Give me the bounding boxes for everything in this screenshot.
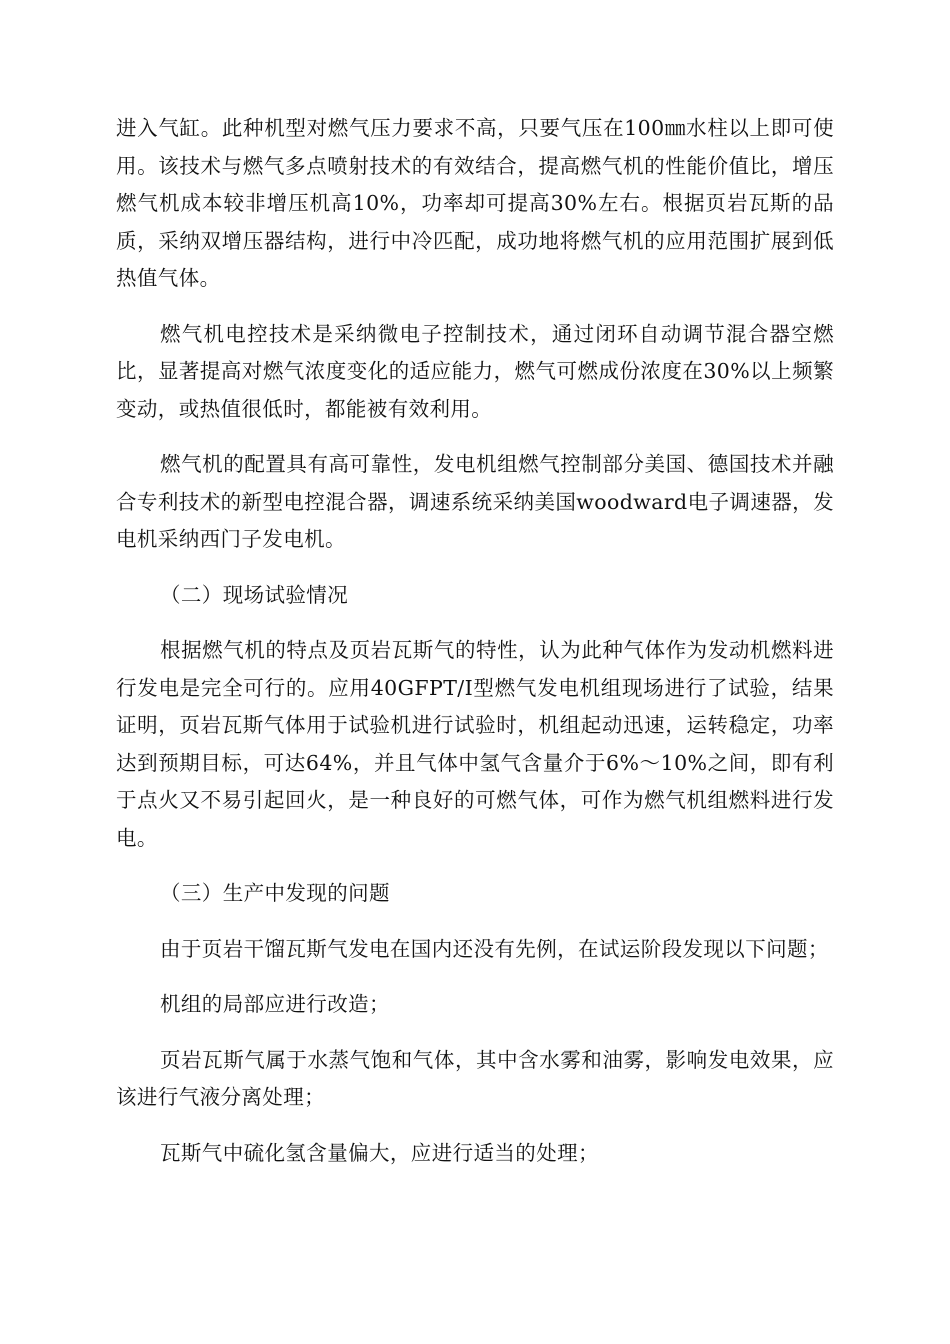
paragraph-gas-liquid-separation: 页岩瓦斯气属于水蒸气饱和气体，其中含水雾和油雾，影响发电效果，应该进行气液分离处理； [116,1047,834,1109]
paragraph-field-test: 根据燃气机的特点及页岩瓦斯气的特性，认为此种气体作为发动机燃料进行发电是完全可行的。应用40GFPT/I型燃气发电机组现场进行了试验，结果证明，页岩瓦斯气体用于试验机进行试验时，机组起动迅速，运转稳定，功率达到预期目标，可达64%，并且气体中氢气含量介于6%～10%之间，即有利于点火又不易引起回火，是一种良好的可燃气体，可作为燃气机组燃料进行发电。 [116,638,834,850]
paragraph-hydrogen-sulfide: 瓦斯气中硫化氢含量偏大，应进行适当的处理； [160,1140,599,1165]
paragraph-configuration: 燃气机的配置具有高可靠性，发电机组燃气控制部分美国、德国技术并融合专利技术的新型电控混合器，调速系统采纳美国woodward电子调速器，发电机采纳西门子发电机。 [116,452,834,551]
document-body [116,110,834,1190]
section-heading-field-test: （二）现场试验情况 [160,582,349,607]
paragraph-problems-intro: 由于页岩干馏瓦斯气发电在国内还没有先例，在试运阶段发现以下问题； [160,936,829,961]
paragraph-electronic-control: 燃气机电控技术是采纳微电子控制技术，通过闭环自动调节混合器空燃比，显著提高对燃气浓度变化的适应能力，燃气可燃成份浓度在30%以上频繁变动，或热值很低时，都能被有效利用。 [116,321,834,421]
paragraph-unit-modification: 机组的局部应进行改造； [160,992,390,1016]
section-heading-problems: （三）生产中发现的问题 [160,881,390,905]
paragraph-engine-intake: 进入气缸。此种机型对燃气压力要求不高，只要气压在100㎜水柱以上即可使用。该技术与燃气多点喷射技术的有效结合，提高燃气机的性能价值比，增压燃气机成本较非增压机高10%，功率却可提高30%左右。根据页岩瓦斯的品质，采纳双增压器结构，进行中冷匹配，成功地将燃气机的应用范围扩展到低热值气体。 [116,116,834,290]
